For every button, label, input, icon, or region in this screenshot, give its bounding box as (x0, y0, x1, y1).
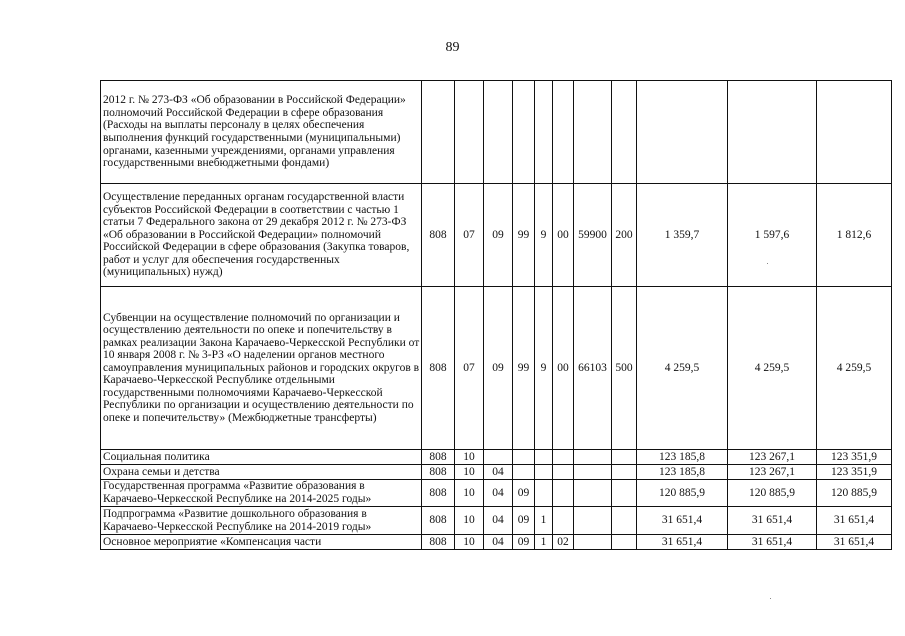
amount-year-2-cell: 123 267,1 (728, 465, 817, 480)
direction-code-cell (574, 535, 612, 550)
program-code-cell: 09 (513, 535, 535, 550)
direction-code-cell (574, 465, 612, 480)
row-description: Субвенции на осуществление полномочий по организации и осуществлению деятельности по опеке и попечительству в рамках реализации Закона Карачаево-Черкесской Республики от 10 января 2008 г. № 3-РЗ «О наделении органов местного самоуправления муниципальных районов и городских округов в Карачаево-Черкесской Республике отдельными государственными полномочиями Карачаево-Черкесской Республики по организации и осуществлению деятельности по опеке и попечительству» (Межбюджетные трансферты) (101, 287, 422, 450)
amount-year-1-cell: 4 259,5 (637, 287, 728, 450)
direction-code-cell (574, 480, 612, 507)
ministry-code-cell: 808 (422, 184, 455, 287)
table-row (101, 450, 892, 465)
amount-year-2-cell: 31 651,4 (728, 507, 817, 535)
ministry-code-cell: 808 (422, 287, 455, 450)
amount-year-3-cell: 31 651,4 (817, 535, 892, 550)
measure-code-cell (553, 450, 574, 465)
subprogram-code-cell (535, 465, 553, 480)
subsection-code-cell (484, 450, 513, 465)
section-code-cell: 07 (455, 184, 484, 287)
amount-year-3-cell: 31 651,4 (817, 507, 892, 535)
ministry-code-cell: 808 (422, 507, 455, 535)
budget-table (100, 80, 892, 550)
expense-type-cell: 200 (612, 184, 637, 287)
row-description: Государственная программа «Развитие образования в Карачаево-Черкесской Республике на 2014-2025 годы» (101, 480, 422, 507)
program-code-cell: 99 (513, 184, 535, 287)
amount-year-1-cell: 123 185,8 (637, 450, 728, 465)
scan-speck (770, 598, 771, 599)
section-code-cell: 10 (455, 450, 484, 465)
measure-code-cell: 02 (553, 535, 574, 550)
section-code-cell: 10 (455, 480, 484, 507)
scan-speck (767, 263, 768, 264)
subprogram-code-cell: 1 (535, 535, 553, 550)
table-row (101, 535, 892, 550)
page-number: 89 (445, 40, 460, 55)
table-row (101, 480, 892, 507)
subsection-code-cell: 04 (484, 480, 513, 507)
expense-type-cell (612, 535, 637, 550)
subsection-code-cell: 04 (484, 535, 513, 550)
subprogram-code-cell: 9 (535, 287, 553, 450)
amount-year-3-cell: 123 351,9 (817, 465, 892, 480)
direction-code-cell (574, 81, 612, 184)
expense-type-cell (612, 480, 637, 507)
amount-year-1-cell: 123 185,8 (637, 465, 728, 480)
program-code-cell (513, 465, 535, 480)
subprogram-code-cell (535, 480, 553, 507)
subprogram-code-cell (535, 81, 553, 184)
table-row (101, 465, 892, 480)
amount-year-2-cell: 120 885,9 (728, 480, 817, 507)
section-code-cell: 07 (455, 287, 484, 450)
amount-year-2-cell: 1 597,6 (728, 184, 817, 287)
row-description: Социальная политика (101, 450, 422, 465)
subsection-code-cell: 04 (484, 465, 513, 480)
amount-year-2-cell: 123 267,1 (728, 450, 817, 465)
program-code-cell: 09 (513, 480, 535, 507)
ministry-code-cell (422, 81, 455, 184)
ministry-code-cell: 808 (422, 465, 455, 480)
expense-type-cell: 500 (612, 287, 637, 450)
amount-year-3-cell: 120 885,9 (817, 480, 892, 507)
program-code-cell (513, 81, 535, 184)
direction-code-cell (574, 450, 612, 465)
subsection-code-cell: 09 (484, 184, 513, 287)
subsection-code-cell: 09 (484, 287, 513, 450)
expense-type-cell (612, 81, 637, 184)
table-row (101, 287, 892, 450)
amount-year-2-cell: 4 259,5 (728, 287, 817, 450)
measure-code-cell: 00 (553, 184, 574, 287)
amount-year-1-cell: 31 651,4 (637, 507, 728, 535)
measure-code-cell (553, 81, 574, 184)
amount-year-3-cell: 1 812,6 (817, 184, 892, 287)
amount-year-1-cell: 1 359,7 (637, 184, 728, 287)
table-row (101, 81, 892, 184)
row-description: Основное мероприятие «Компенсация части (101, 535, 422, 550)
amount-year-2-cell: 31 651,4 (728, 535, 817, 550)
ministry-code-cell: 808 (422, 535, 455, 550)
subsection-code-cell: 04 (484, 507, 513, 535)
program-code-cell (513, 450, 535, 465)
expense-type-cell (612, 450, 637, 465)
direction-code-cell: 66103 (574, 287, 612, 450)
amount-year-3-cell (817, 81, 892, 184)
ministry-code-cell: 808 (422, 450, 455, 465)
expense-type-cell (612, 465, 637, 480)
measure-code-cell (553, 465, 574, 480)
section-code-cell: 10 (455, 535, 484, 550)
measure-code-cell: 00 (553, 287, 574, 450)
program-code-cell: 09 (513, 507, 535, 535)
measure-code-cell (553, 507, 574, 535)
subsection-code-cell (484, 81, 513, 184)
subprogram-code-cell: 1 (535, 507, 553, 535)
table-row (101, 184, 892, 287)
amount-year-1-cell: 31 651,4 (637, 535, 728, 550)
row-description: Охрана семьи и детства (101, 465, 422, 480)
subprogram-code-cell (535, 450, 553, 465)
amount-year-1-cell (637, 81, 728, 184)
program-code-cell: 99 (513, 287, 535, 450)
row-description: 2012 г. № 273-ФЗ «Об образовании в Российской Федерации» полномочий Российской Федерации в сфере образования (Расходы на выплаты персоналу в целях обеспечения выполнения функций государственными (муниципальными) органами, казенными учреждениями, органами управления государственными внебюджетными фондами) (101, 81, 422, 184)
expense-type-cell (612, 507, 637, 535)
amount-year-3-cell: 4 259,5 (817, 287, 892, 450)
amount-year-2-cell (728, 81, 817, 184)
amount-year-1-cell: 120 885,9 (637, 480, 728, 507)
direction-code-cell (574, 507, 612, 535)
direction-code-cell: 59900 (574, 184, 612, 287)
section-code-cell (455, 81, 484, 184)
amount-year-3-cell: 123 351,9 (817, 450, 892, 465)
section-code-cell: 10 (455, 465, 484, 480)
ministry-code-cell: 808 (422, 480, 455, 507)
section-code-cell: 10 (455, 507, 484, 535)
row-description: Подпрограмма «Развитие дошкольного образования в Карачаево-Черкесской Республике на 2014-2019 годы» (101, 507, 422, 535)
table-row (101, 507, 892, 535)
subprogram-code-cell: 9 (535, 184, 553, 287)
measure-code-cell (553, 480, 574, 507)
row-description: Осуществление переданных органам государственной власти субъектов Российской Федерации в соответствии с частью 1 статьи 7 Федерального закона от 29 декабря 2012 г. № 273-ФЗ «Об образовании в Российской Федерации» полномочий Российской Федерации в сфере образования (Закупка товаров, работ и услуг для обеспечения государственных (муниципальных) нужд) (101, 184, 422, 287)
